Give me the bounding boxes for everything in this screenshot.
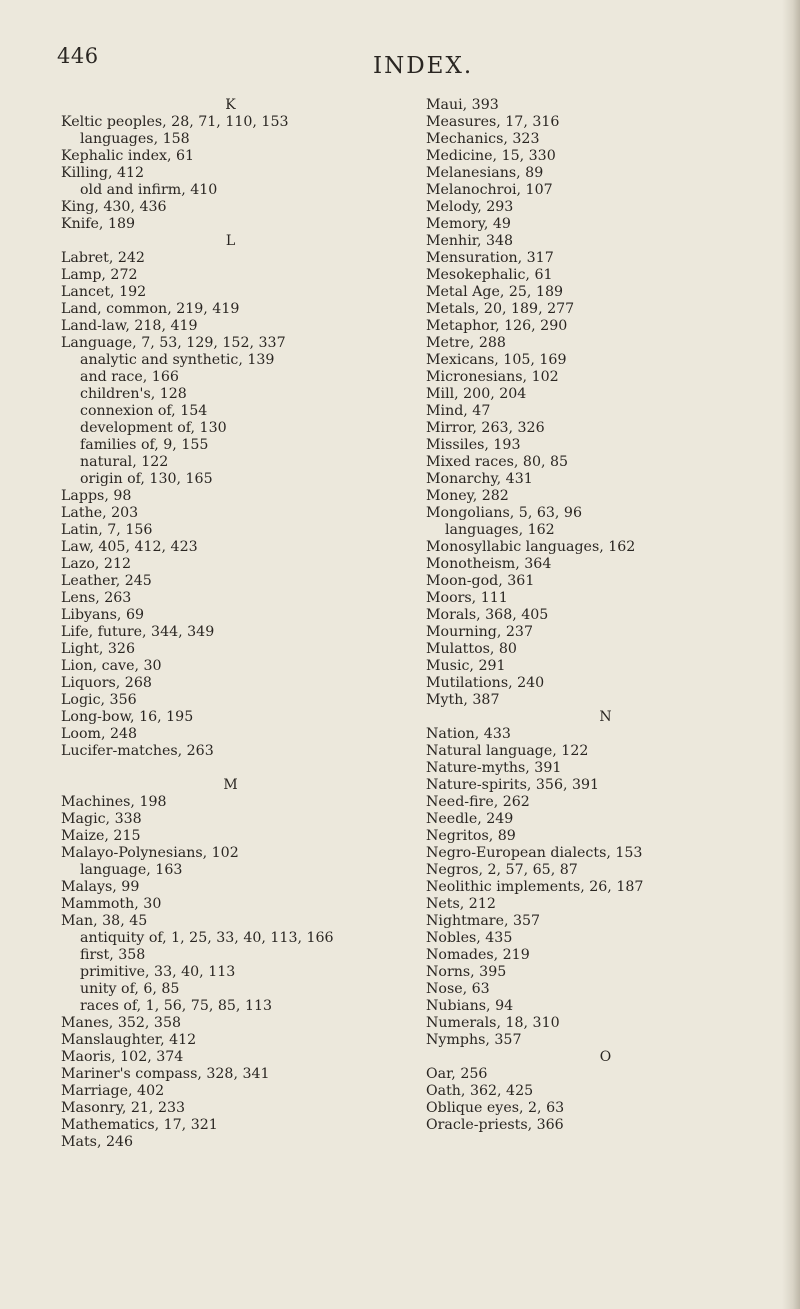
index-entry: Marriage, 402 [61,1083,165,1099]
index-entry: Killing, 412 [61,165,145,181]
index-entry: Mechanics, 323 [426,131,540,147]
index-entry: Mammoth, 30 [61,896,162,912]
index-entry: Mongolians, 5, 63, 96 [426,505,582,521]
index-subentry: natural, 122 [80,454,169,470]
index-subentry: antiquity of, 1, 25, 33, 40, 113, 166 [80,930,334,946]
index-entry: Light, 326 [61,641,135,657]
index-entry: Memory, 49 [426,216,511,232]
index-entry: Latin, 7, 156 [61,522,153,538]
index-subentry: language, 163 [80,862,183,878]
index-entry: Malays, 99 [61,879,140,895]
index-entry: Nightmare, 357 [426,913,541,929]
index-entry: Monarchy, 431 [426,471,533,487]
blank-line [61,760,401,777]
index-entry: Maui, 393 [426,97,499,113]
index-entry: Medicine, 15, 330 [426,148,556,164]
index-entry: Negritos, 89 [426,828,516,844]
section-letter: M [223,777,239,793]
index-subentry: development of, 130 [80,420,227,436]
index-entry: Moors, 111 [426,590,508,606]
page-number: 446 [57,44,99,68]
index-entry: Lancet, 192 [61,284,147,300]
index-entry: Melody, 293 [426,199,514,215]
index-subentry: primitive, 33, 40, 113 [80,964,236,980]
index-entry: Norns, 395 [426,964,507,980]
index-entry: Micronesians, 102 [426,369,559,385]
index-entry: Mill, 200, 204 [426,386,527,402]
index-entry: Loom, 248 [61,726,138,742]
index-entry: Nymphs, 357 [426,1032,522,1048]
index-entry: Nose, 63 [426,981,490,997]
index-entry: Libyans, 69 [61,607,145,623]
running-head: INDEX. [373,53,474,79]
index-entry: Land-law, 218, 419 [61,318,198,334]
index-entry: Metaphor, 126, 290 [426,318,568,334]
index-entry: Nation, 433 [426,726,511,742]
index-entry: Nomades, 219 [426,947,530,963]
index-entry: Myth, 387 [426,692,500,708]
index-subentry: families of, 9, 155 [80,437,209,453]
index-subentry: races of, 1, 56, 75, 85, 113 [80,998,273,1014]
index-entry: Logic, 356 [61,692,137,708]
index-entry: Maize, 215 [61,828,141,844]
index-entry: Liquors, 268 [61,675,152,691]
index-entry: Knife, 189 [61,216,136,232]
index-entry: Malayo-Polynesians, 102 [61,845,239,861]
index-entry: Mirror, 263, 326 [426,420,545,436]
index-entry: Keltic peoples, 28, 71, 110, 153 [61,114,289,130]
index-entry: Mesokephalic, 61 [426,267,553,283]
index-subentry: old and infirm, 410 [80,182,218,198]
index-entry: Manslaughter, 412 [61,1032,197,1048]
index-entry: Nobles, 435 [426,930,513,946]
index-entry: Land, common, 219, 419 [61,301,240,317]
index-entry: Mulattos, 80 [426,641,517,657]
index-column-right [426,97,786,1134]
index-entry: Nets, 212 [426,896,496,912]
index-entry: Lucifer-matches, 263 [61,743,214,759]
index-entry: Nature-myths, 391 [426,760,562,776]
index-entry: Oblique eyes, 2, 63 [426,1100,565,1116]
index-entry: Monosyllabic languages, 162 [426,539,636,555]
index-entry: Language, 7, 53, 129, 152, 337 [61,335,286,351]
section-letter: K [225,97,237,113]
index-entry: Lion, cave, 30 [61,658,162,674]
index-entry: King, 430, 436 [61,199,167,215]
index-entry: Missiles, 193 [426,437,521,453]
section-letter: O [599,1049,613,1065]
index-subentry: origin of, 130, 165 [80,471,213,487]
index-subentry: unity of, 6, 85 [80,981,180,997]
index-subentry: languages, 158 [80,131,190,147]
index-entry: Law, 405, 412, 423 [61,539,198,555]
index-entry: Lazo, 212 [61,556,131,572]
index-entry: Moon-god, 361 [426,573,535,589]
index-entry: Lapps, 98 [61,488,132,504]
index-entry: Kephalic index, 61 [61,148,195,164]
index-entry: Measures, 17, 316 [426,114,560,130]
index-entry: Melanochroi, 107 [426,182,553,198]
index-entry: Money, 282 [426,488,509,504]
index-entry: Morals, 368, 405 [426,607,549,623]
index-subentry: connexion of, 154 [80,403,208,419]
index-entry: Mixed races, 80, 85 [426,454,569,470]
index-entry: Long-bow, 16, 195 [61,709,194,725]
index-entry: Need-fire, 262 [426,794,530,810]
index-entry: Metal Age, 25, 189 [426,284,564,300]
index-entry: Needle, 249 [426,811,514,827]
index-entry: Mind, 47 [426,403,491,419]
index-entry: Lens, 263 [61,590,132,606]
index-entry: Machines, 198 [61,794,167,810]
index-entry: Menhir, 348 [426,233,514,249]
index-entry: Manes, 352, 358 [61,1015,181,1031]
index-entry: Lathe, 203 [61,505,139,521]
index-entry: Life, future, 344, 349 [61,624,215,640]
index-entry: Monotheism, 364 [426,556,552,572]
index-entry: Metals, 20, 189, 277 [426,301,575,317]
index-entry: Nature-spirits, 356, 391 [426,777,600,793]
index-subentry: children's, 128 [80,386,187,402]
index-entry: Mourning, 237 [426,624,533,640]
index-entry: Lamp, 272 [61,267,138,283]
index-entry: Nubians, 94 [426,998,514,1014]
index-entry: Mats, 246 [61,1134,134,1150]
index-entry: Numerals, 18, 310 [426,1015,560,1031]
index-entry: Negros, 2, 57, 65, 87 [426,862,578,878]
index-entry: Leather, 245 [61,573,152,589]
index-subentry: analytic and synthetic, 139 [80,352,275,368]
index-entry: Music, 291 [426,658,506,674]
section-letter: L [225,233,237,249]
section-letter: N [599,709,613,725]
index-entry: Natural language, 122 [426,743,589,759]
index-entry: Oracle-priests, 366 [426,1117,564,1133]
index-entry: Maoris, 102, 374 [61,1049,184,1065]
index-column-left [61,97,401,1151]
index-entry: Magic, 338 [61,811,142,827]
index-entry: Mariner's compass, 328, 341 [61,1066,270,1082]
index-subentry: languages, 162 [445,522,555,538]
index-entry: Mensuration, 317 [426,250,554,266]
index-entry: Mathematics, 17, 321 [61,1117,218,1133]
index-entry: Negro-European dialects, 153 [426,845,643,861]
index-entry: Metre, 288 [426,335,506,351]
index-entry: Labret, 242 [61,250,145,266]
index-entry: Mutilations, 240 [426,675,545,691]
index-subentry: and race, 166 [80,369,179,385]
index-entry: Mexicans, 105, 169 [426,352,567,368]
index-entry: Neolithic implements, 26, 187 [426,879,644,895]
index-entry: Melanesians, 89 [426,165,544,181]
index-entry: Masonry, 21, 233 [61,1100,186,1116]
index-entry: Oar, 256 [426,1066,488,1082]
index-entry: Man, 38, 45 [61,913,148,929]
index-entry: Oath, 362, 425 [426,1083,534,1099]
index-subentry: first, 358 [80,947,146,963]
